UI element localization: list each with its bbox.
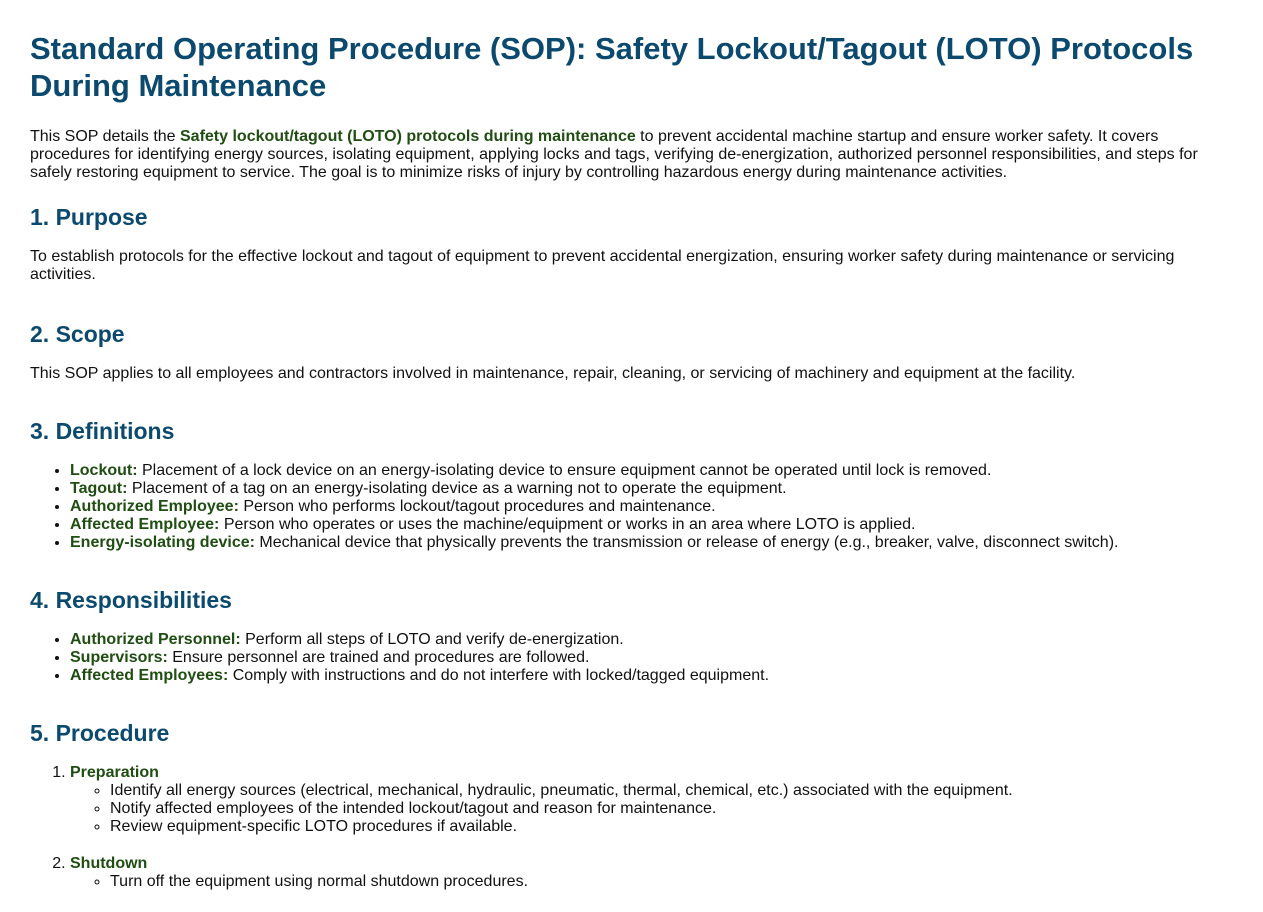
procedure-step-shutdown: [70, 855, 1233, 891]
page-title: Standard Operating Procedure (SOP): Safety Lockout/Tagout (LOTO) Protocols During Maintenance: [30, 31, 1194, 103]
definition-term: Affected Employee:: [70, 516, 220, 533]
definition-term: Energy-isolating device:: [70, 534, 255, 551]
document: [0, 30, 1263, 891]
definition-term: Tagout:: [70, 480, 128, 497]
responsibility-role: Affected Employees:: [70, 667, 229, 684]
purpose-heading: 1. Purpose: [30, 204, 148, 230]
responsibility-item-supervisors: [70, 649, 1233, 667]
step-substeps: [70, 782, 1233, 836]
definition-term: Authorized Employee:: [70, 498, 239, 515]
procedure-step-preparation: [70, 764, 1233, 836]
responsibility-item-authorized-personnel: [70, 631, 1233, 649]
intro-highlight: Safety lockout/tagout (LOTO) protocols during maintenance: [180, 128, 636, 145]
procedure-heading: 5. Procedure: [30, 720, 170, 746]
substep-item: ◦ Review equipment-specific LOTO procedures if available.: [110, 818, 1233, 836]
substep-item: ◦ Identify all energy sources (electrical, mechanical, hydraulic, pneumatic, thermal, chemical, etc.) associated with the equipment.: [110, 782, 1233, 800]
procedure-steps: [30, 764, 1233, 891]
definition-item-lockout: [70, 462, 1233, 480]
definition-desc: Placement of a tag on an energy-isolating device as a warning not to operate the equipment.: [127, 480, 787, 497]
definition-term: Lockout:: [70, 462, 138, 479]
definition-item-affected-employee: [70, 516, 1233, 534]
responsibilities-heading: 4. Responsibilities: [30, 587, 232, 613]
scope-heading: 2. Scope: [30, 321, 125, 347]
definition-desc: Mechanical device that physically prevents the transmission or release of energy (e.g., breaker, valve, disconnect switch).: [254, 534, 1119, 551]
intro-post: to prevent accidental machine startup and ensure worker safety. It covers procedures for identifying energy sources, isolating equipment, applying locks and tags, verifying de-energization, authorized personnel responsibilities, and steps for safely restoring equipment to service. The goal is to minimize risks of injury by controlling hazardous energy during maintenance activities.: [30, 128, 1198, 181]
definition-desc: Placement of a lock device on an energy-isolating device to ensure equipment cannot be operated until lock is removed.: [137, 462, 992, 479]
definition-desc: Person who operates or uses the machine/equipment or works in an area where LOTO is applied.: [219, 516, 916, 533]
intro-paragraph: [30, 128, 1233, 182]
definitions-heading: 3. Definitions: [30, 418, 175, 444]
step-substeps: [70, 873, 1233, 891]
responsibility-desc: Perform all steps of LOTO and verify de-energization.: [240, 631, 624, 648]
responsibilities-list: [30, 631, 1233, 685]
definition-item-tagout: [70, 480, 1233, 498]
step-title: Preparation: [70, 764, 159, 781]
responsibility-desc: Ensure personnel are trained and procedures are followed.: [167, 649, 590, 666]
substep-item: ◦ Turn off the equipment using normal shutdown procedures.: [110, 873, 1233, 891]
intro-pre: This SOP details the: [30, 128, 180, 145]
substep-item: ◦ Notify affected employees of the intended lockout/tagout and reason for maintenance.: [110, 800, 1233, 818]
responsibility-desc: Comply with instructions and do not interfere with locked/tagged equipment.: [228, 667, 770, 684]
definitions-list: [30, 462, 1233, 552]
responsibility-role: Supervisors:: [70, 649, 168, 666]
step-title: Shutdown: [70, 855, 148, 872]
definition-item-energy-isolating-device: [70, 534, 1233, 552]
scope-text: This SOP applies to all employees and contractors involved in maintenance, repair, cleaning, or servicing of machinery and equipment at the facility.: [30, 365, 1076, 382]
responsibility-role: Authorized Personnel:: [70, 631, 241, 648]
purpose-text: To establish protocols for the effective lockout and tagout of equipment to prevent accidental energization, ensuring worker safety during maintenance or servicing activities.: [30, 248, 1175, 283]
definition-desc: Person who performs lockout/tagout procedures and maintenance.: [238, 498, 716, 515]
definition-item-authorized-employee: [70, 498, 1233, 516]
responsibility-item-affected-employees: [70, 667, 1233, 685]
